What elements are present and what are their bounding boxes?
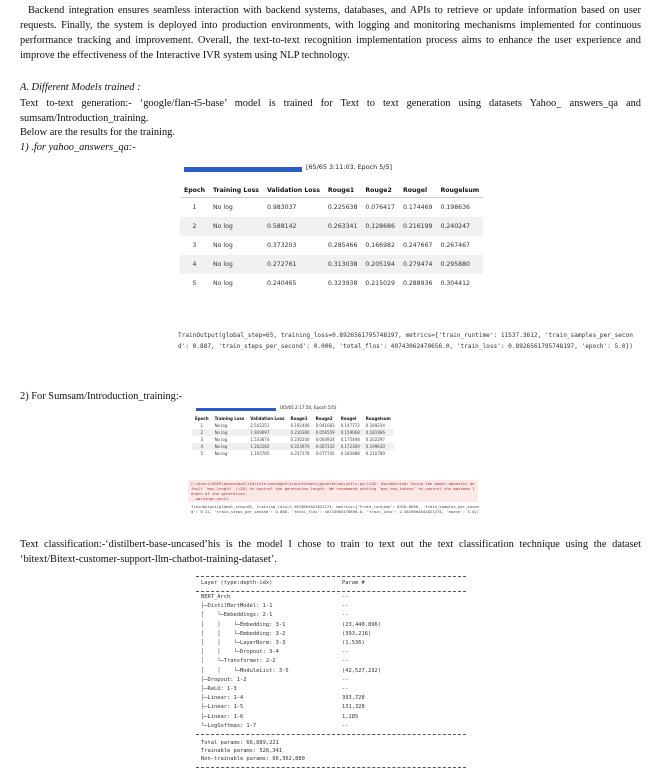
progress-label: [65/65 3:11:03, Epoch 5/5] bbox=[306, 163, 393, 171]
table-cell: 0.202297 bbox=[365, 437, 385, 442]
table-cell: 1.533674 bbox=[250, 437, 270, 442]
table-cell: 0.373203 bbox=[266, 242, 297, 249]
table-cell: 0.272761 bbox=[263, 255, 324, 274]
table-cell: No log bbox=[212, 280, 233, 287]
table-cell: 2 bbox=[180, 217, 209, 236]
table-cell: 0.223970 bbox=[288, 443, 313, 450]
divider bbox=[196, 734, 466, 735]
table-cell: 0.169234 bbox=[365, 423, 385, 428]
table-cell: No log bbox=[212, 429, 248, 436]
layer-name: │ └─Transformer: 2-2 bbox=[201, 658, 276, 665]
table-cell: 2.542251 bbox=[250, 423, 270, 428]
layer-name: ├─Linear: 1-6 bbox=[201, 713, 244, 720]
table-cell: 0.064924 bbox=[315, 437, 335, 442]
list-item-2: 2) For Sumsam/Introduction_training:- bbox=[20, 391, 183, 402]
layer-name: │ └─Embeddings: 2-1 bbox=[201, 612, 273, 619]
list-item-1: 1) .for yahoo_answers_qa:- bbox=[20, 142, 136, 153]
table-cell: 0.147772 bbox=[340, 423, 360, 428]
table-cell: 0.181966 bbox=[363, 429, 394, 436]
layer-name: ├─Dropout: 1-2 bbox=[201, 676, 247, 683]
param-count: -- bbox=[342, 594, 349, 600]
table-cell: 4 bbox=[192, 443, 212, 450]
metrics-table bbox=[180, 184, 483, 293]
table-cell: 0.983037 bbox=[266, 204, 297, 211]
warning-block: C:\Users\USER\anaconda3\lib\site-packages\transformers\generation\utils.py:1132: UserWarning: Using the model-agnostic default `max_length` (=20) to control the generation length. We recommend setting `max_new_tokens` to control the maximum length of the generation. warnings.warn( bbox=[188, 480, 478, 502]
t2t-paragraph: Text to-text generation:- ‘google/flan-t5-base’ model is trained for Text to text generation using datasets Yahoo_ answers_qa and sumsam/Introduction_training. bbox=[20, 98, 641, 124]
total-params: Total params: 66,889,221 bbox=[201, 740, 279, 746]
divider bbox=[196, 591, 466, 592]
model-summary-figure bbox=[196, 574, 466, 774]
param-count: (42,527,232) bbox=[342, 667, 381, 674]
table-cell: 0.192400 bbox=[290, 423, 310, 428]
column-header: Epoch bbox=[195, 416, 209, 421]
table-cell: 0.247667 bbox=[402, 242, 433, 249]
table-cell: 0.285466 bbox=[327, 242, 358, 249]
layer-name: ├─Linear: 1-5 bbox=[201, 704, 244, 711]
table-cell: No log bbox=[214, 423, 228, 428]
table-header-row bbox=[180, 184, 483, 198]
table-cell: 0.128686 bbox=[361, 217, 399, 236]
table-cell: 0.263341 bbox=[324, 217, 362, 236]
column-header: Rouge2 bbox=[361, 184, 399, 198]
table-cell: 0.240465 bbox=[266, 280, 297, 287]
table-cell: 0.288936 bbox=[402, 280, 433, 287]
param-count: 1,285 bbox=[342, 713, 359, 720]
table-cell: 0.588142 bbox=[263, 217, 324, 236]
table-cell: 0.210789 bbox=[365, 451, 385, 456]
param-count: -- bbox=[342, 676, 349, 683]
column-header: Rougelsum bbox=[365, 416, 391, 421]
table-cell: 0.067332 bbox=[313, 443, 338, 450]
column-header: Rougel bbox=[399, 184, 437, 198]
layer-name: └─LogSoftmax: 1-7 bbox=[201, 722, 257, 729]
table-cell: No log bbox=[209, 255, 263, 274]
layer-column-header: Layer (type:depth-idx) bbox=[201, 580, 273, 586]
table-row bbox=[192, 436, 394, 443]
column-header: Rouge2 bbox=[315, 416, 333, 421]
table-row bbox=[192, 443, 394, 450]
table-cell: 0.174469 bbox=[402, 204, 433, 211]
param-count: -- bbox=[342, 612, 349, 619]
classification-paragraph: Text classification:-‘distilbert-base-uncased’his is the model I chose to train to text out the text classification technique using the dataset ‘bitext/Bitext-customer-support-llm-chatbot-training-dataset’. bbox=[20, 539, 641, 565]
table-cell: 0.304412 bbox=[440, 280, 470, 287]
layer-name: │ │ └─Embedding: 3-2 bbox=[201, 630, 286, 637]
table-cell: 0.230240 bbox=[290, 437, 310, 442]
table-row bbox=[180, 198, 483, 218]
column-header: Validation Loss bbox=[250, 416, 285, 421]
column-header: Rougel bbox=[340, 416, 357, 421]
table-cell: No log bbox=[212, 204, 233, 211]
column-header: Epoch bbox=[180, 184, 209, 198]
table-cell: 0.041083 bbox=[315, 423, 335, 428]
table-cell: 5 bbox=[192, 280, 197, 287]
table-cell: 0.323938 bbox=[327, 280, 358, 287]
table-row bbox=[192, 450, 394, 457]
trainable-params: Trainable params: 526,341 bbox=[201, 748, 283, 754]
table-cell: 1 bbox=[192, 204, 197, 211]
table-cell: 4 bbox=[180, 255, 209, 274]
param-count: 131,328 bbox=[342, 704, 365, 711]
table-cell: 0.279474 bbox=[399, 255, 437, 274]
table-cell: 0.267467 bbox=[440, 242, 470, 249]
param-count: (393,216) bbox=[342, 630, 372, 637]
layer-name: ├─ReLU: 1-3 bbox=[201, 686, 237, 692]
column-header: Rouge1 bbox=[290, 416, 308, 421]
intro-paragraph: Backend integration ensures seamless interaction with backend systems, databases, and APIs to retrieve or update information based on user requests. Finally, the system is deployed into production environments, with logging and monitoring mechanisms implemented for continuous performance tracking and improvement. Overall, the text-to-text recognition implementation process aims to enhance the user experience and improve the effectiveness of the Interactive IVR system using NLP technology. bbox=[20, 5, 641, 61]
divider bbox=[196, 576, 466, 577]
param-count: -- bbox=[342, 722, 349, 729]
layer-name: │ │ └─Dropout: 3-4 bbox=[201, 649, 279, 656]
column-header: Rougelsum bbox=[436, 184, 483, 198]
table-cell: 0.198636 bbox=[440, 204, 470, 211]
training-results-figure-1 bbox=[178, 164, 638, 374]
layer-name: │ │ └─Embedding: 3-1 bbox=[201, 621, 286, 628]
layer-name: BERT_Arch bbox=[201, 594, 231, 600]
param-column-header: Param # bbox=[342, 580, 365, 586]
table-cell: 3 bbox=[200, 437, 204, 442]
table-cell: 1.262282 bbox=[247, 443, 287, 450]
table-cell: 0.205194 bbox=[361, 255, 399, 274]
table-row bbox=[180, 274, 483, 293]
table-cell: 0.166982 bbox=[365, 242, 395, 249]
table-cell: 0.216199 bbox=[399, 217, 437, 236]
section-heading: A. Different Models trained : bbox=[20, 82, 141, 93]
table-cell: 0.172300 bbox=[338, 443, 363, 450]
column-header: Validation Loss bbox=[263, 184, 324, 198]
param-count: -- bbox=[342, 603, 349, 610]
train-output: TrainOutput(global_step=65, training_loss=2.3819604841621274, metrics={'train_runtime': 8320.8056, 'train_samples_per_second': 0.12, 'train_steps_per_second': 0.008, 'total_flos': 40743062470656.0, 'train_loss': 2.3819604841621274, 'epoch': 5.0}) bbox=[191, 504, 480, 514]
table-cell: 5 bbox=[200, 451, 204, 456]
table-cell: 0.076417 bbox=[365, 204, 395, 211]
param-count: -- bbox=[342, 686, 349, 692]
param-count: (23,440,896) bbox=[342, 621, 381, 628]
table-cell: 0.056559 bbox=[313, 429, 338, 436]
table-cell: 0.237178 bbox=[290, 451, 310, 456]
table-cell: No log bbox=[209, 217, 263, 236]
non-trainable-params: Non-trainable params: 66,362,880 bbox=[201, 756, 305, 762]
table-cell: 0.159068 bbox=[338, 429, 363, 436]
table-cell: 0.215029 bbox=[365, 280, 395, 287]
table-cell: No log bbox=[212, 242, 233, 249]
table-cell: 0.225638 bbox=[327, 204, 358, 211]
table-cell: 0.295880 bbox=[436, 255, 483, 274]
table-cell: 0.199630 bbox=[363, 443, 394, 450]
table-cell: No log bbox=[214, 437, 228, 442]
table-row bbox=[192, 429, 394, 436]
table-cell: 0.183988 bbox=[340, 451, 360, 456]
train-output: TrainOutput(global_step=65, training_loss=0.8926561795748197, metrics={'train_runtime': 11537.3612, 'train_samples_per_second': 0.887, 'train_steps_per_second': 0.006, 'total_flos': 40743062470656.0, 'train_loss': 0.8926561795748197, 'epoch': 5.0}) bbox=[178, 332, 633, 350]
metrics-table bbox=[192, 415, 394, 457]
table-cell: 1 bbox=[200, 423, 204, 428]
table-cell: 1.929097 bbox=[247, 429, 287, 436]
table-cell: 3 bbox=[192, 242, 197, 249]
progress-bar bbox=[196, 408, 276, 411]
table-cell: 0.313038 bbox=[324, 255, 362, 274]
table-cell: No log bbox=[212, 443, 248, 450]
table-cell: 0.175498 bbox=[340, 437, 360, 442]
layer-name: ├─DistilBertModel: 1-1 bbox=[201, 603, 273, 610]
table-cell: 0.210360 bbox=[288, 429, 313, 436]
layer-name: │ │ └─LayerNorm: 3-3 bbox=[201, 640, 286, 646]
param-count: -- bbox=[342, 649, 349, 656]
table-row bbox=[180, 255, 483, 274]
table-cell: 2 bbox=[192, 429, 212, 436]
table-cell: 0.077745 bbox=[315, 451, 335, 456]
layer-name: │ │ └─ModuleList: 3-5 bbox=[201, 667, 289, 674]
column-header: Rouge1 bbox=[324, 184, 362, 198]
layer-name: ├─Linear: 1-4 bbox=[201, 695, 244, 702]
divider bbox=[196, 767, 466, 768]
progress-label: [65/65 2:17:50, Epoch 5/5] bbox=[280, 405, 337, 410]
table-cell: 1.165785 bbox=[250, 451, 270, 456]
table-cell: 0.240247 bbox=[436, 217, 483, 236]
table-row bbox=[180, 217, 483, 236]
param-count: -- bbox=[342, 658, 349, 665]
training-results-figure-2 bbox=[188, 406, 478, 518]
table-row bbox=[180, 236, 483, 255]
progress-bar bbox=[184, 167, 302, 172]
table-header-row bbox=[192, 415, 394, 422]
results-line: Below are the results for the training. bbox=[20, 127, 175, 138]
column-header: Training Loss bbox=[214, 416, 245, 421]
param-count: (1,536) bbox=[342, 640, 365, 646]
table-row bbox=[192, 422, 394, 429]
table-cell: No log bbox=[214, 451, 228, 456]
column-header: Training Loss bbox=[209, 184, 263, 198]
param-count: 393,728 bbox=[342, 695, 365, 702]
